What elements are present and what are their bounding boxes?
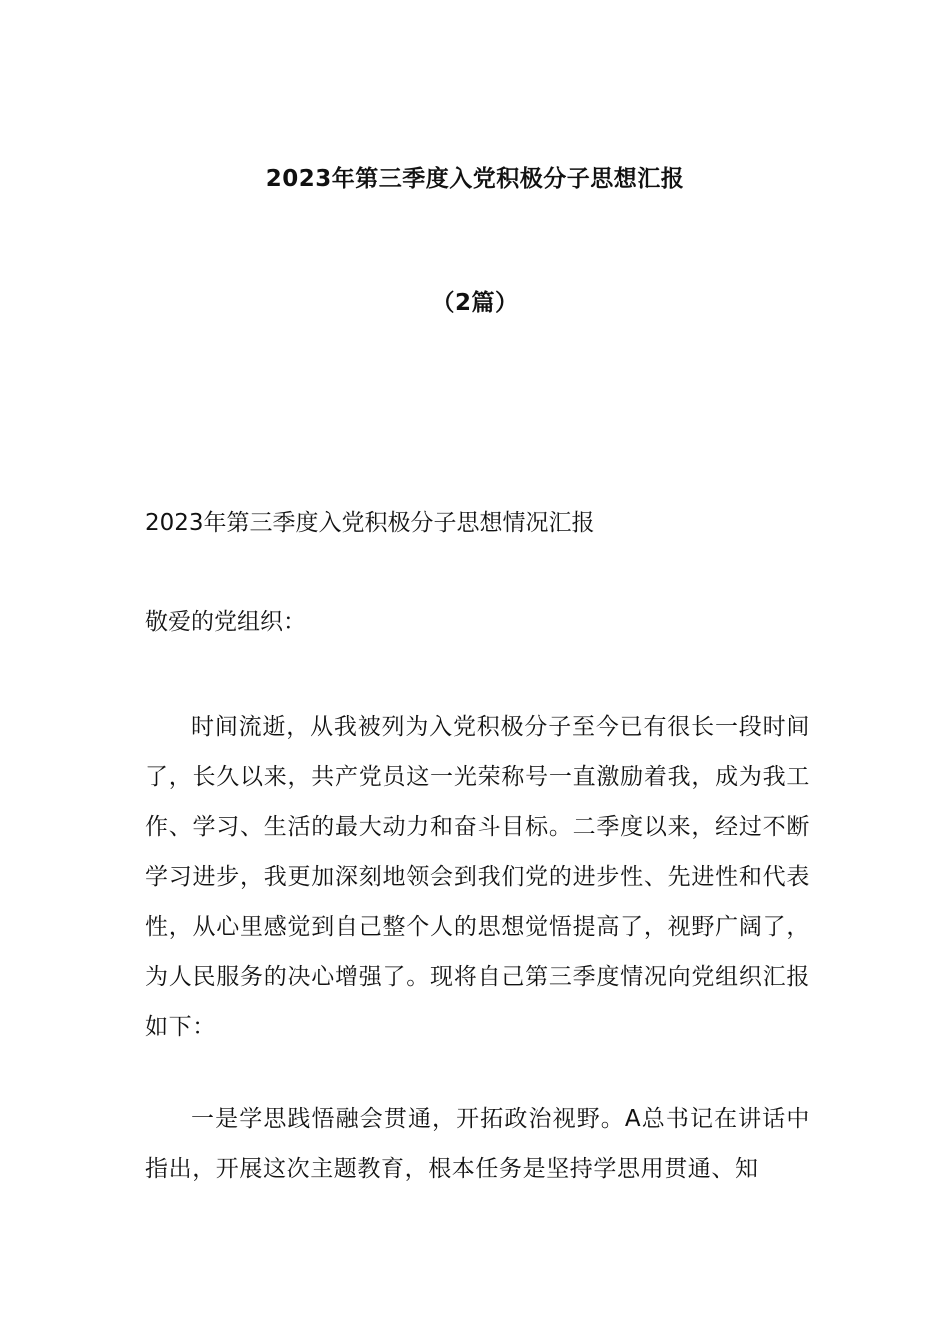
section-heading: 2023年第三季度入党积极分子思想情况汇报 [145, 510, 595, 536]
document-title: 2023年第三季度入党积极分子思想汇报 [265, 166, 685, 192]
document-subtitle: （2篇） [431, 290, 519, 316]
body-paragraph: 时间流逝，从我被列为入党积极分子至今已有很长一段时间了，长久以来，共产党员这一光荣称号一直激励着我，成为我工作、学习、生活的最大动力和奋斗目标。二季度以来，经过不断学习进步，我更加深刻地领会到我们党的进步性、先进性和代表性，从心里感觉到自己整个人的思想觉悟提高了，视野广阔了，为人民服务的决心增强了。现将自己第三季度情况向党组织汇报如下： [145, 714, 810, 1040]
body-paragraph: 一是学思践悟融会贯通，开拓政治视野。A总书记在讲话中指出，开展这次主题教育，根本任务是坚持学思用贯通、知 [145, 1106, 810, 1182]
salutation: 敬爱的党组织： [145, 609, 306, 635]
